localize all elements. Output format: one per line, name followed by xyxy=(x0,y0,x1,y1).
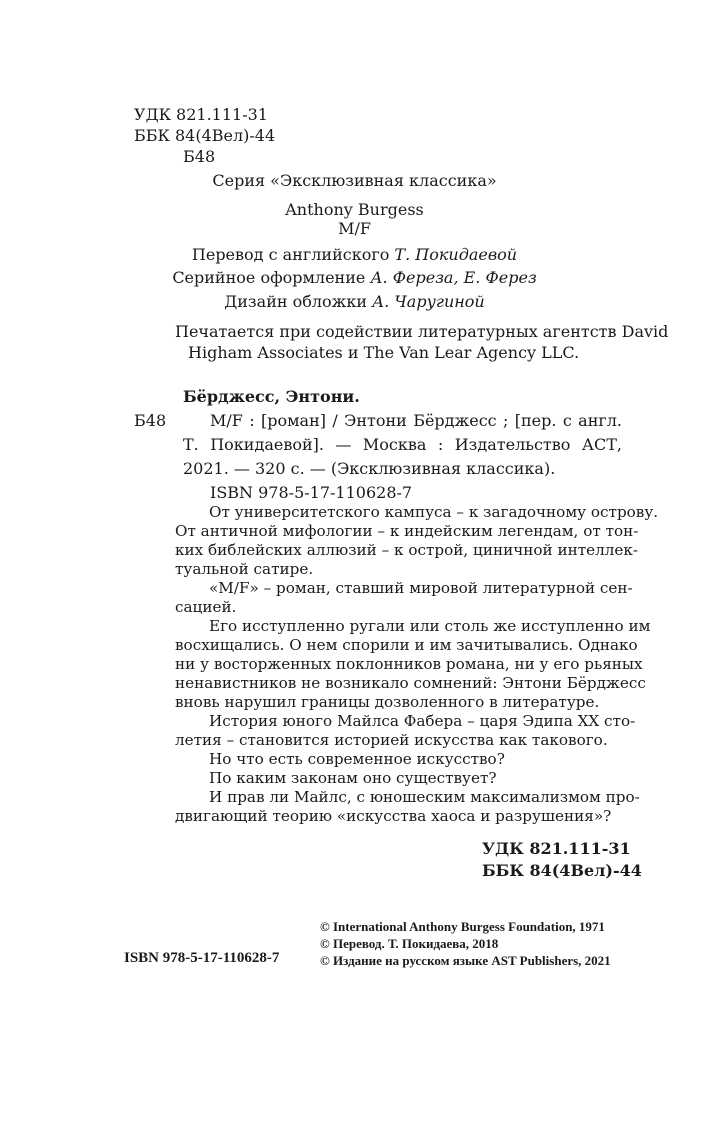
catalog-line: M/F : [роман] / Энтони Бёрджесс ; [пер. с англ. xyxy=(210,411,622,430)
catalog-isbn: ISBN 978-5-17-110628-7 xyxy=(210,483,413,502)
copyright-line: © Издание на русском языке AST Publishers, 2021 xyxy=(320,953,611,968)
annotation-line: ни у восторженных поклонников романа, ни у его рьяных xyxy=(175,655,643,673)
copyright-line: © Перевод. Т. Покидаева, 2018 xyxy=(320,936,499,951)
annotation-line: История юного Майлса Фабера – царя Эдипа XX сто- xyxy=(209,712,636,730)
annotation-line: сацией. xyxy=(175,598,237,616)
annotation-line: По каким законам оно существует? xyxy=(209,769,497,787)
catalog-mark: Б48 xyxy=(134,411,167,430)
annotation-line: «M/F» – роман, ставший мировой литературной сен- xyxy=(209,579,633,597)
footer-bbk: ББК 84(4Вел)-44 xyxy=(482,861,642,880)
series-line: Серия «Эксклюзивная классика» xyxy=(212,171,497,190)
annotation-line: ненавистников не возникало сомнений: Энтони Бёрджесс xyxy=(175,674,646,692)
original-author: Anthony Burgess xyxy=(285,200,424,219)
credit-cover-design xyxy=(0,291,709,312)
annotation-line: ких библейских аллюзий – к острой, циничной интеллек- xyxy=(175,541,638,559)
annotation-line: туальной сатире. xyxy=(175,560,314,578)
catalog-line: Т. Покидаевой]. — Москва : Издательство АСТ, xyxy=(183,435,622,454)
credit-label: Дизайн обложки xyxy=(224,292,373,311)
footer-udk: УДК 821.111-31 xyxy=(482,839,631,858)
author-mark: Б48 xyxy=(183,147,216,166)
annotation-line: От университетского кампуса – к загадочному острову. xyxy=(209,503,659,521)
permission-line-2: Higham Associates и The Van Lear Agency LLC. xyxy=(188,343,580,362)
annotation-line: летия – становится историей искусства как такового. xyxy=(175,731,608,749)
credit-name: А. Чаругиной xyxy=(372,292,485,311)
annotation-line: восхищались. О нем спорили и им зачитывались. Однако xyxy=(175,636,638,654)
annotation-line: Но что есть современное искусство? xyxy=(209,750,505,768)
annotation xyxy=(175,503,659,826)
annotation-line: двигающий теорию «искусства хаоса и разрушения»? xyxy=(175,807,612,825)
catalog-author-heading: Бёрджесс, Энтони. xyxy=(183,387,360,406)
annotation-line: вновь нарушил границы дозволенного в литературе. xyxy=(175,693,600,711)
isbn-bold: ISBN 978-5-17-110628-7 xyxy=(124,950,280,966)
bbk-code: ББК 84(4Вел)-44 xyxy=(134,126,276,145)
credit-label: Перевод с английского xyxy=(191,245,395,264)
catalog-line: 2021. — 320 с. — (Эксклюзивная классика). xyxy=(183,459,556,478)
copyright-line: © International Anthony Burgess Foundation, 1971 xyxy=(320,919,605,934)
credit-name: А. Фереза, Е. Ферез xyxy=(370,268,537,287)
annotation-line: От античной мифологии – к индейским легендам, от тон- xyxy=(175,522,639,540)
permission-line-1: Печатается при содействии литературных агентств David xyxy=(175,322,669,341)
credit-name: Т. Покидаевой xyxy=(394,245,518,264)
annotation-line: Его исступленно ругали или столь же исступленно им xyxy=(209,617,651,635)
udk-code: УДК 821.111-31 xyxy=(134,105,268,124)
credit-translation xyxy=(0,244,709,265)
credit-series-design xyxy=(0,267,709,288)
original-title: M/F xyxy=(338,219,371,238)
annotation-line: И прав ли Майлс, с юношеским максимализмом про- xyxy=(209,788,640,806)
credit-label: Серийное оформление xyxy=(172,268,371,287)
